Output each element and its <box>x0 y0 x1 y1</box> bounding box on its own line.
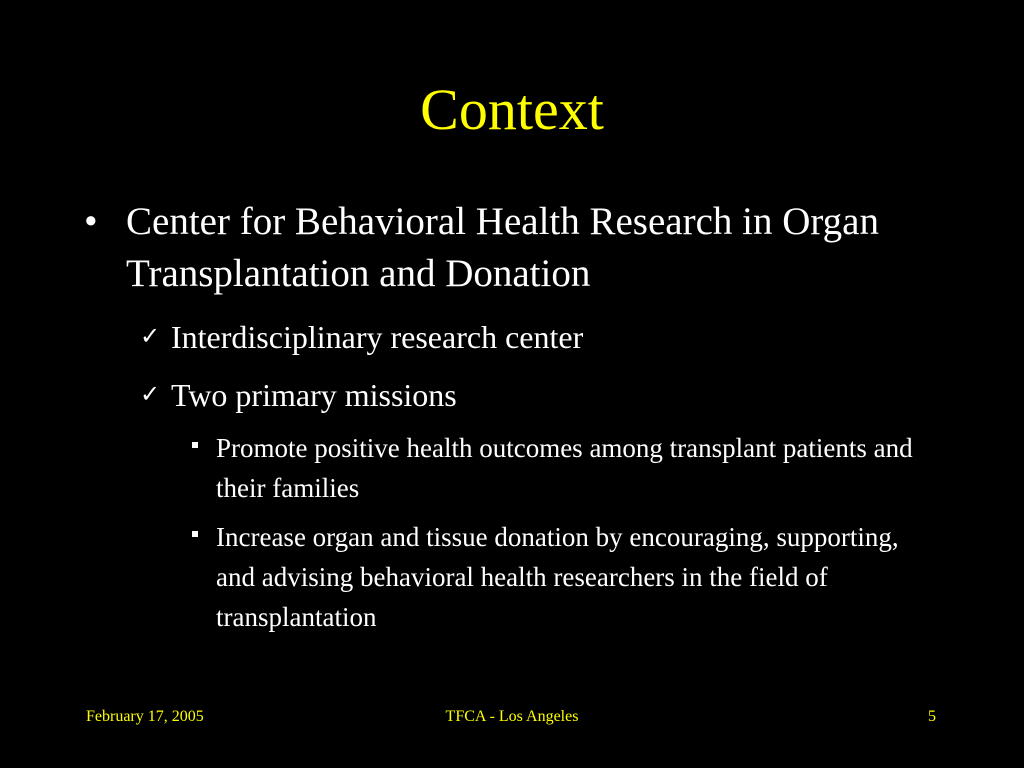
slide-title: Context <box>420 77 604 142</box>
bullet-dot-icon: • <box>84 200 98 243</box>
bullet-text: Promote positive health outcomes among transplant patients and their families <box>216 433 913 503</box>
footer-date: February 17, 2005 <box>86 708 204 725</box>
bullet-level-3 <box>192 517 932 637</box>
bullet-text: Increase organ and tissue donation by encouraging, supporting, and advising behavioral health researchers in the field of transplantation <box>216 522 899 632</box>
square-bullet-icon <box>192 531 200 539</box>
bullet-text: Two primary missions <box>171 377 457 413</box>
checkmark-icon: ✓ <box>140 324 161 350</box>
footer-event: TFCA - Los Angeles <box>445 708 579 725</box>
bullet-text: Center for Behavioral Health Research in Organ Transplantation and Donation <box>126 200 879 295</box>
bullet-level-2 <box>140 317 900 357</box>
bullet-level-2 <box>140 375 900 415</box>
square-bullet-icon <box>192 442 200 450</box>
footer-page-number: 5 <box>928 708 936 725</box>
bullet-text: Interdisciplinary research center <box>171 319 584 355</box>
bullet-level-3 <box>192 428 932 508</box>
bullet-level-1 <box>84 196 914 300</box>
checkmark-icon: ✓ <box>140 382 161 408</box>
